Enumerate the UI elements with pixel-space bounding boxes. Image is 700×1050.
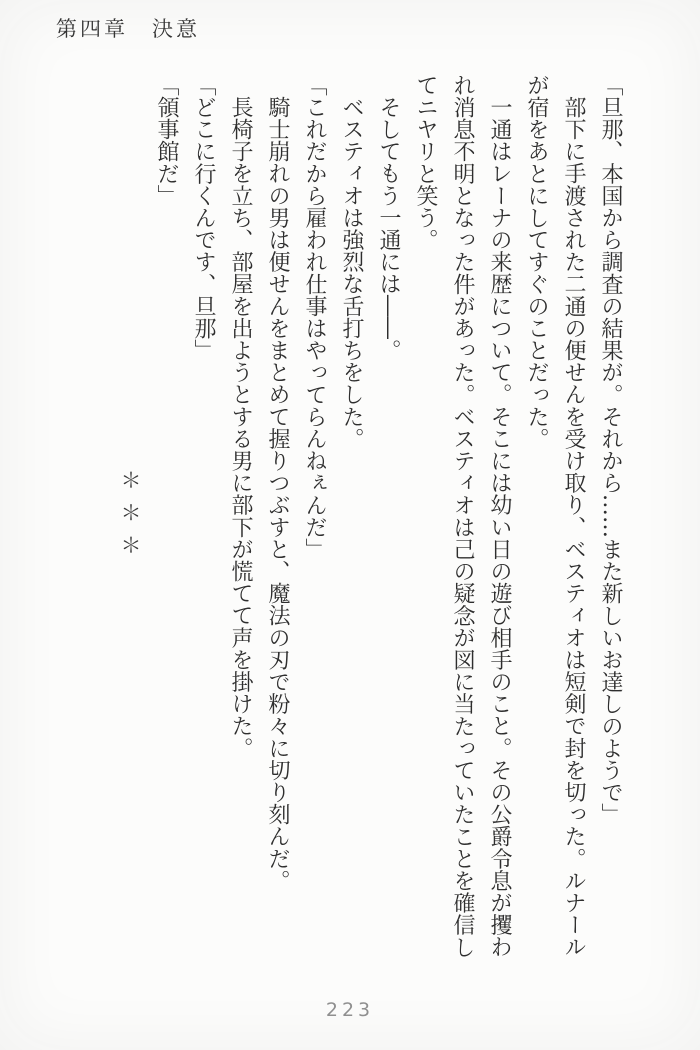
narrative-line-2: 一通はレーナの来歴について。そこには幼い日の遊び相手のこと。その公爵令息が攫われ消息不明となった件があった。ベスティオは己の疑念が図に当たっていたことを確信してニヤリと笑う。 [413, 74, 512, 958]
narrative-line-6: 長椅子を立ち、部屋を出ようとする男に部下が慌てて声を掛けた。 [228, 96, 253, 759]
dialogue-line-3: 「どこに行くんです、旦那」 [191, 74, 216, 362]
dialogue-line-4: 「領事館だ」 [154, 74, 179, 207]
page-number: 223 [325, 999, 375, 1021]
narrative-line-4: ベスティオは強烈な舌打ちをした。 [339, 96, 364, 450]
chapter-header: 第四章 決意 [56, 17, 200, 41]
dialogue-line-2: 「これだから雇われ仕事はやってらんねぇんだ」 [302, 74, 327, 561]
dialogue-line-1: 「旦那、本国から調査の結果が。それから……また新しいお達しのようで」 [598, 74, 623, 826]
narrative-line-1: 部下に手渡された二通の便せんを受け取り、ベスティオは短剣で封を切った。ルナールが宿をあとにしてすぐのことだった。 [524, 74, 586, 958]
narrative-line-3: そしてもう一通には――。 [376, 96, 401, 362]
page-text [71, 74, 629, 962]
scene-break-marker: ＊＊＊ [118, 469, 142, 567]
narrative-line-5: 騎士崩れの男は便せんをまとめて握りつぶすと、魔法の刃で粉々に切り刻んだ。 [265, 96, 290, 892]
